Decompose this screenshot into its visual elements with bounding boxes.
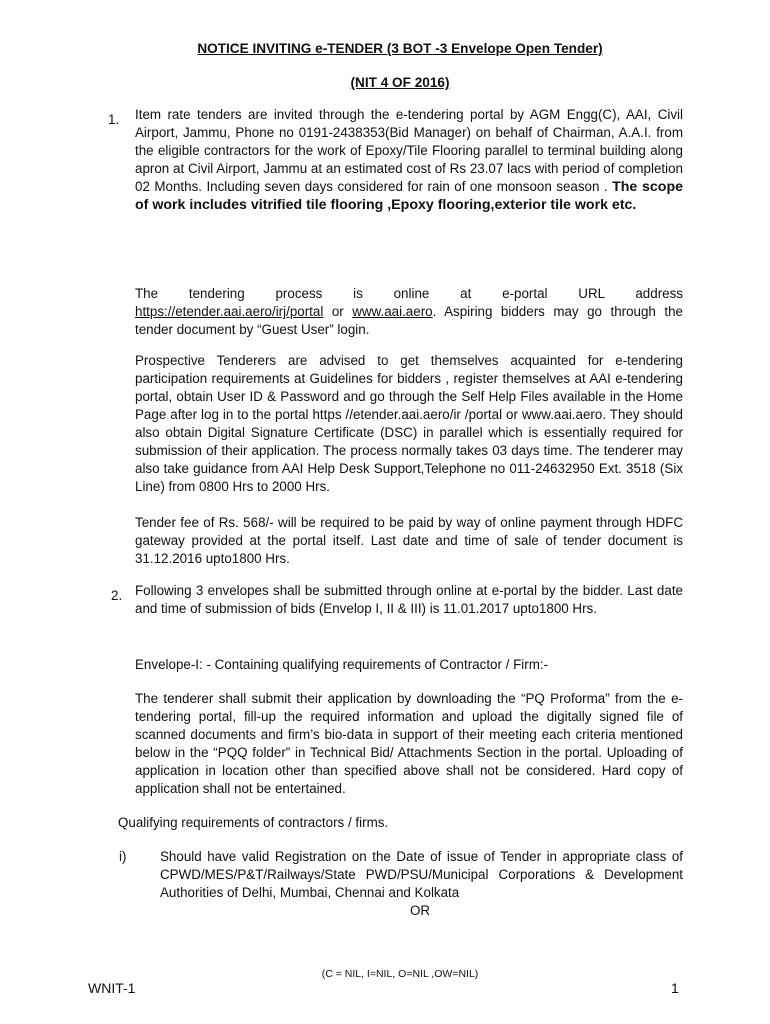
footer-document-code: WNIT-1 <box>88 980 136 996</box>
sub-item-i-text: Should have valid Registration on the Date of issue of Tender in appropriate class of CPWD/MES/P&T/Railways/State PWD/PSU/Municipal Corporations & Development Authorities of Delhi, Mumbai, Chennai and Kolkata <box>160 849 683 900</box>
aai-website-link[interactable]: www.aai.aero <box>352 304 433 319</box>
item-1-scope: The scope of work includes vitrified tile flooring ,Epoxy flooring,exterior tile work etc. <box>135 179 684 213</box>
portal-line-1: The tendering process is online at e-portal URL address <box>135 286 683 301</box>
etender-portal-link[interactable]: https://etender.aai.aero/irj/portal <box>135 304 324 319</box>
page-title: NOTICE INVITING e-TENDER (3 BOT -3 Envelope Open Tender) <box>197 41 603 56</box>
portal-or: or <box>331 304 344 319</box>
item-1-text: Item rate tenders are invited through the e-tendering portal by AGM Engg(C), AAI, Civil Airport, Jammu, Phone no 0191-2438353(Bid Manager) on behalf of Chairman, A.A.I. from the eligible contractors for the work of Epoxy/Tile Flooring parallel to terminal building along apron at Civil Airport, Jammu at an estimated cost of Rs 23.07 lacs with period of completion 02 Months. Including seven days considered for rain of one monsoon season . <box>135 107 683 194</box>
item-1-number: 1. <box>108 112 120 127</box>
prospective-paragraph: Prospective Tenderers are advised to get themselves acquainted for e-tendering participation requirements at Guidelines for bidders , register themselves at AAI e-tendering portal, obtain User ID & Password and go through the Self Help Files available in the Home Page after log in to the portal https //etender.aai.aero/ir /portal or www.aai.aero. They should also obtain Digital Signature Certificate (DSC) in parallel which is essentially required for submission of their application. The process normally takes 03 days time. The tenderer may also take guidance from AAI Help Desk Support,Telephone no 011-24632950 Ext. 3518 (Six Line) from 0800 Hrs to 2000 Hrs. <box>135 353 683 494</box>
portal-paragraph <box>135 285 683 339</box>
pq-proforma-paragraph: The tenderer shall submit their application by downloading the “PQ Proforma” from the e-tendering portal, fill-up the required information and upload the digitally signed file of scanned documents and firm’s bio-data in support of their meeting each criteria mentioned below in the “PQQ folder” in Technical Bid/ Attachments Section in the portal. Uploading of application in location other than specified above shall not be considered. Hard copy of application shall not be entertained. <box>135 691 683 796</box>
sub-item-i-number: i) <box>119 849 127 864</box>
item-2-text: Following 3 envelopes shall be submitted through online at e-portal by the bidder. Last date and time of submission of bids (Envelop I, II & III) is 11.01.2017 upto1800 Hrs. <box>135 583 683 616</box>
page-number: 1 <box>671 980 679 996</box>
tender-fee-paragraph: Tender fee of Rs. 568/- will be required to be paid by way of online payment through HDFC gateway provided at the portal itself. Last date and time of sale of tender document is 31.12.2016 upto1800 Hrs. <box>135 515 683 566</box>
footer-codes: (C = NIL, I=NIL, O=NIL ,OW=NIL) <box>321 968 479 980</box>
item-1-paragraph <box>135 106 683 214</box>
portal-rest: . Aspiring bidders may go through the tender document by “Guest User” login. <box>135 304 683 337</box>
qualifying-heading: Qualifying requirements of contractors / firms. <box>118 815 389 830</box>
item-2-number: 2. <box>111 588 123 603</box>
or-text: OR <box>409 903 431 918</box>
envelope-1-heading: Envelope-I: - Containing qualifying requirements of Contractor / Firm:- <box>135 657 549 672</box>
nit-number: (NIT 4 OF 2016) <box>350 75 450 90</box>
